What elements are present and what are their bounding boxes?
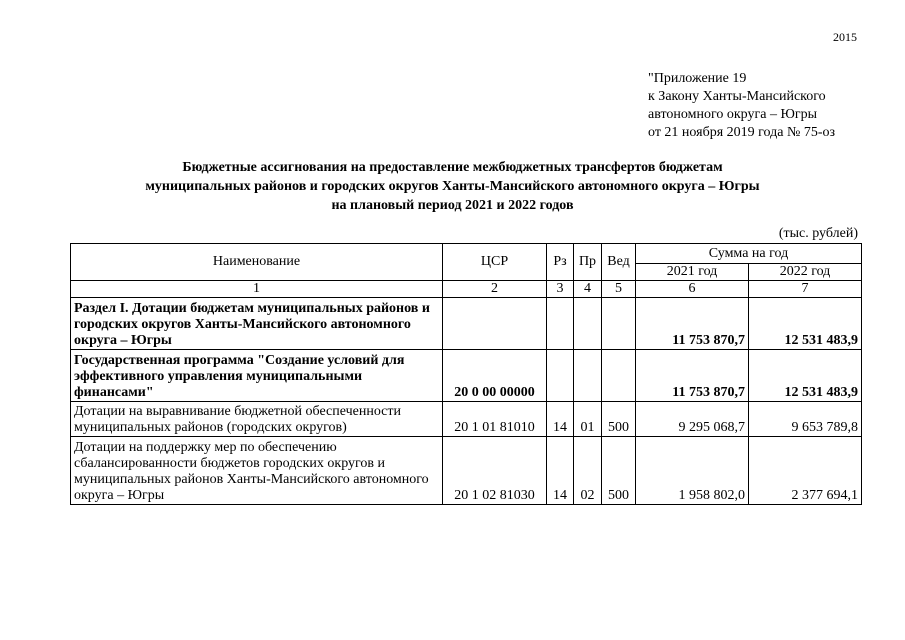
row-pr xyxy=(574,298,602,350)
column-number: 6 xyxy=(636,281,749,298)
row-csr: 20 1 02 81030 xyxy=(443,437,547,505)
header-pr: Пр xyxy=(574,244,602,281)
row-name: Дотации на поддержку мер по обеспечению сбалансированности бюджетов городских округов и муниципальных районов Ханты-Мансийского автономного округа – Югры xyxy=(71,437,443,505)
column-number: 3 xyxy=(547,281,574,298)
header-ved: Вед xyxy=(602,244,636,281)
title-line: Бюджетные ассигнования на предоставление межбюджетных трансфертов бюджетам xyxy=(182,160,723,175)
row-2021: 11 753 870,7 xyxy=(636,298,749,350)
appendix-line: "Приложение 19 xyxy=(648,71,747,86)
page-number: 2015 xyxy=(833,30,857,44)
row-pr: 01 xyxy=(574,402,602,437)
header-2022: 2022 год xyxy=(749,264,862,281)
table-row xyxy=(71,402,862,437)
row-2021: 9 295 068,7 xyxy=(636,402,749,437)
appendix-line: автономного округа – Югры xyxy=(648,107,817,122)
budget-table xyxy=(70,243,862,505)
header-2021: 2021 год xyxy=(636,264,749,281)
column-number: 5 xyxy=(602,281,636,298)
appendix-line: от 21 ноября 2019 года № 75-оз xyxy=(648,125,836,140)
row-2022: 9 653 789,8 xyxy=(749,402,862,437)
column-number: 2 xyxy=(443,281,547,298)
row-rz: 14 xyxy=(547,437,574,505)
row-rz xyxy=(547,298,574,350)
row-name: Раздел I. Дотации бюджетам муниципальных районов и городских округов Ханты-Мансийского автономного округа – Югры xyxy=(71,298,443,350)
table-row xyxy=(71,298,862,350)
row-ved: 500 xyxy=(602,437,636,505)
row-2022: 12 531 483,9 xyxy=(749,298,862,350)
row-csr: 20 1 01 81010 xyxy=(443,402,547,437)
row-2021: 11 753 870,7 xyxy=(636,350,749,402)
units-label: (тыс. рублей) xyxy=(778,226,858,241)
table-row xyxy=(71,350,862,402)
row-csr xyxy=(443,298,547,350)
document-title xyxy=(0,158,905,215)
header-name: Наименование xyxy=(71,244,443,281)
column-number-row xyxy=(71,281,862,298)
column-number: 7 xyxy=(749,281,862,298)
title-line: муниципальных районов и городских округов Ханты-Мансийского автономного округа – Югры xyxy=(145,179,760,194)
row-name: Государственная программа "Создание условий для эффективного управления муниципальными финансами" xyxy=(71,350,443,402)
row-rz xyxy=(547,350,574,402)
header-csr: ЦСР xyxy=(443,244,547,281)
row-2022: 2 377 694,1 xyxy=(749,437,862,505)
row-ved: 500 xyxy=(602,402,636,437)
column-number: 4 xyxy=(574,281,602,298)
appendix-line: к Закону Ханты-Мансийского xyxy=(648,89,826,104)
row-rz: 14 xyxy=(547,402,574,437)
row-pr xyxy=(574,350,602,402)
row-2021: 1 958 802,0 xyxy=(636,437,749,505)
table-row xyxy=(71,437,862,505)
column-number: 1 xyxy=(71,281,443,298)
title-line: на плановый период 2021 и 2022 годов xyxy=(331,198,574,213)
row-pr: 02 xyxy=(574,437,602,505)
row-ved xyxy=(602,350,636,402)
row-csr: 20 0 00 00000 xyxy=(443,350,547,402)
appendix-block xyxy=(648,70,835,142)
row-name: Дотации на выравнивание бюджетной обеспеченности муниципальных районов (городских округов) xyxy=(71,402,443,437)
header-sum: Сумма на год xyxy=(636,244,862,264)
row-ved xyxy=(602,298,636,350)
row-2022: 12 531 483,9 xyxy=(749,350,862,402)
header-rz: Рз xyxy=(547,244,574,281)
